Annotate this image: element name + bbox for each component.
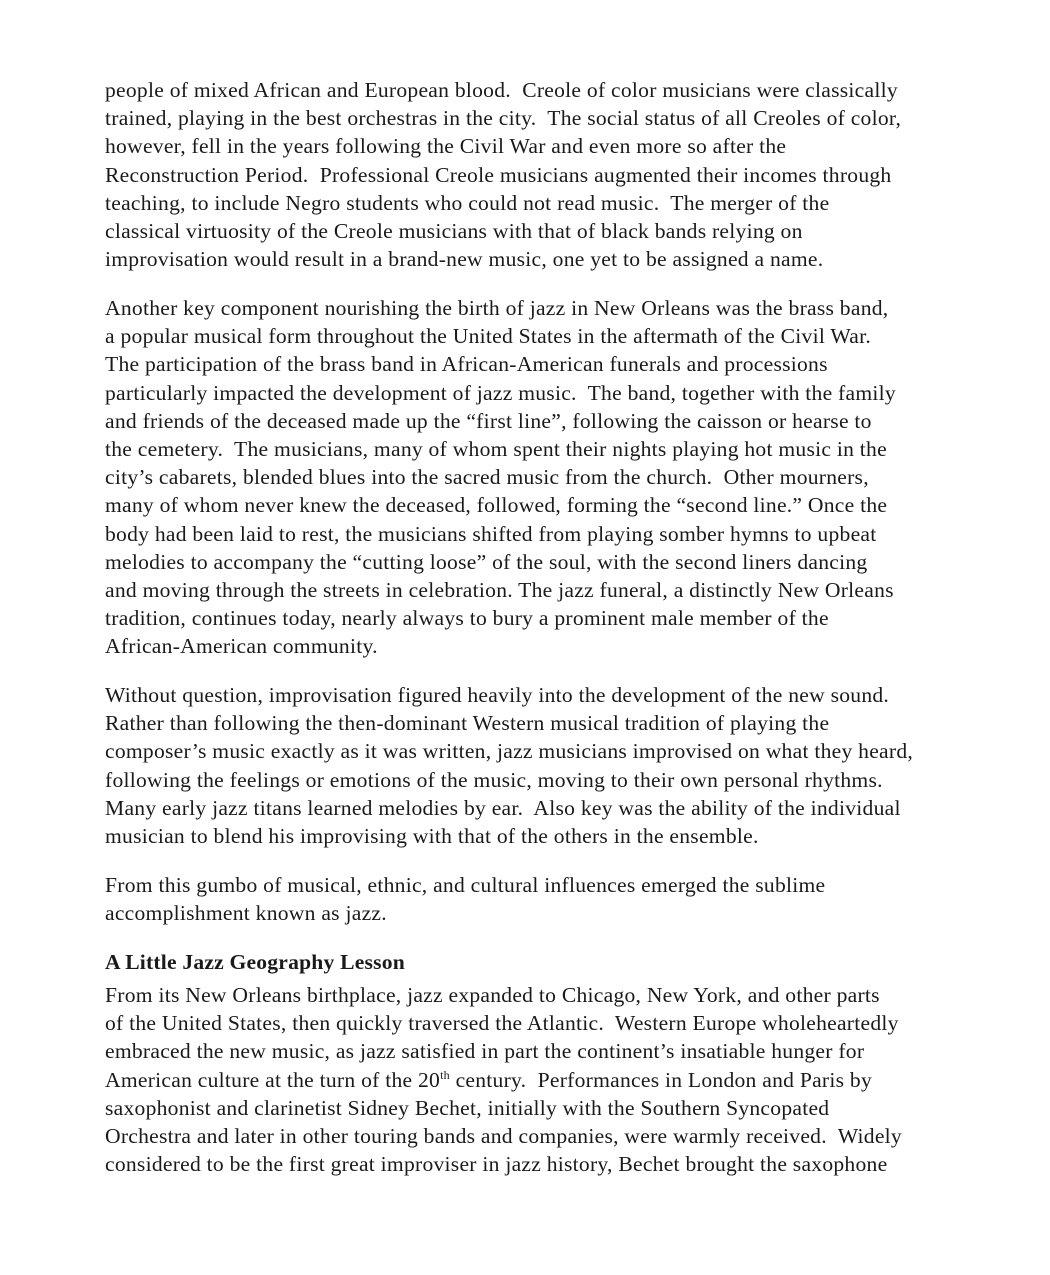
text-line: tradition, continues today, nearly always to bury a prominent male member of the: [105, 606, 829, 631]
text-line: The participation of the brass band in African-American funerals and processions: [105, 352, 828, 377]
document-page: [105, 76, 985, 1199]
superscript: th: [440, 1067, 450, 1082]
text-line: of the United States, then quickly traversed the Atlantic. Western Europe wholeheartedly: [105, 1011, 899, 1036]
text-line: musician to blend his improvising with that of the others in the ensemble.: [105, 824, 759, 849]
text-line: considered to be the first great improviser in jazz history, Bechet brought the saxophone: [105, 1152, 888, 1177]
text-line: composer’s music exactly as it was written, jazz musicians improvised on what they heard,: [105, 739, 914, 764]
text-line: many of whom never knew the deceased, followed, forming the “second line.” Once the: [105, 493, 888, 518]
section-heading: A Little Jazz Geography Lesson: [105, 949, 405, 974]
text-line: From its New Orleans birthplace, jazz expanded to Chicago, New York, and other parts: [105, 982, 880, 1007]
text-line: improvisation would result in a brand-new music, one yet to be assigned a name.: [105, 247, 824, 272]
text-line: city’s cabarets, blended blues into the sacred music from the church. Other mourners,: [105, 465, 869, 490]
text-line: African-American community.: [105, 634, 378, 659]
text-segment: century. Performances in London and Paris by: [449, 1067, 873, 1092]
text-line: Orchestra and later in other touring bands and companies, were warmly received. Widely: [105, 1123, 902, 1148]
text-line: particularly impacted the development of jazz music. The band, together with the family: [105, 380, 896, 405]
text-line: following the feelings or emotions of the music, moving to their own personal rhythms.: [105, 767, 883, 792]
paragraph: [105, 871, 985, 927]
text-line: From this gumbo of musical, ethnic, and cultural influences emerged the sublime: [105, 872, 826, 897]
text-line: body had been laid to rest, the musicians shifted from playing somber hymns to upbeat: [105, 521, 877, 546]
paragraph: [105, 76, 985, 273]
text-line: Many early jazz titans learned melodies by ear. Also key was the ability of the individual: [105, 795, 901, 820]
text-line: Another key component nourishing the birth of jazz in New Orleans was the brass band,: [105, 295, 889, 320]
paragraph: [105, 294, 985, 661]
text-line: however, fell in the years following the Civil War and even more so after the: [105, 134, 787, 159]
text-line: classical virtuosity of the Creole musicians with that of black bands relying on: [105, 219, 803, 244]
text-line: Rather than following the then-dominant Western musical tradition of playing the: [105, 711, 830, 736]
text-line: accomplishment known as jazz.: [105, 900, 387, 925]
text-line: people of mixed African and European blood. Creole of color musicians were classically: [105, 78, 898, 102]
text-line: the cemetery. The musicians, many of whom spent their nights playing hot music in the: [105, 436, 887, 461]
text-line: and moving through the streets in celebration. The jazz funeral, a distinctly New Orleans: [105, 577, 894, 602]
text-line: saxophonist and clarinetist Sidney Bechet, initially with the Southern Syncopated: [105, 1095, 830, 1120]
text-line: [105, 1066, 985, 1094]
text-line: Without question, improvisation figured heavily into the development of the new sound.: [105, 683, 890, 708]
text-line: embraced the new music, as jazz satisfied in part the continent’s insatiable hunger for: [105, 1039, 865, 1064]
text-line: and friends of the deceased made up the “first line”, following the caisson or hearse to: [105, 408, 872, 433]
paragraph: [105, 981, 985, 1178]
paragraph: [105, 681, 985, 850]
text-segment: American culture at the turn of the 20: [105, 1067, 441, 1092]
text-line: a popular musical form throughout the United States in the aftermath of the Civil War.: [105, 324, 871, 349]
text-line: trained, playing in the best orchestras in the city. The social status of all Creoles of color,: [105, 106, 902, 131]
text-line: melodies to accompany the “cutting loose” of the soul, with the second liners dancing: [105, 549, 868, 574]
body-text-before-heading: [105, 76, 985, 927]
text-line: Reconstruction Period. Professional Creole musicians augmented their incomes through: [105, 162, 892, 187]
text-line: teaching, to include Negro students who could not read music. The merger of the: [105, 190, 830, 215]
